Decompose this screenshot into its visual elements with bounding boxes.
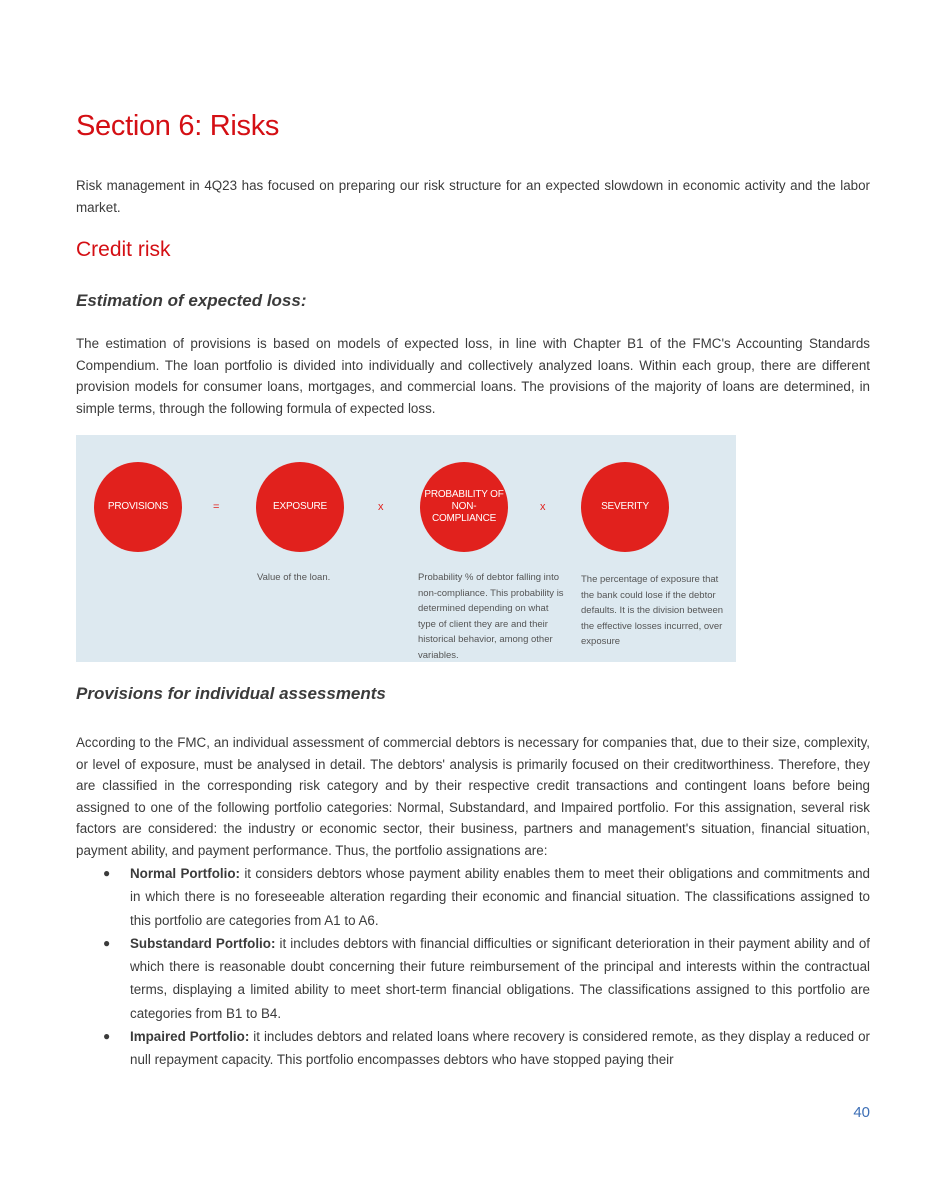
expected-loss-formula-diagram	[76, 435, 736, 662]
expected-loss-heading: Estimation of expected loss:	[76, 291, 307, 310]
provisions-circle: PROVISIONS	[94, 462, 182, 552]
multiply-operator: x	[540, 501, 546, 513]
equals-operator: =	[213, 501, 220, 513]
portfolio-text: it considers debtors whose payment ability enables them to meet their obligations and commitments and in which there is no foreseeable alteration regarding their economic and financial situation. The classifications assigned to this portfolio are categories from A1 to A6.	[130, 866, 870, 928]
list-item	[76, 932, 870, 1025]
individual-assessment-paragraph: According to the FMC, an individual assessment of commercial debtors is necessary for companies that, due to their size, complexity, or level of exposure, must be analysed in detail. The debtors' analysis is primarily focused on their creditworthiness. Therefore, they are classified in the corresponding risk category and by their respective credit transactions and contingent loans before being assigned to one of the following portfolio categories: Normal, Substandard, and Impaired portfolio. For this assignation, several risk factors are considered: the industry or economic sector, their business, partners and management's situation, financial situation, payment ability, and payment performance. Thus, the portfolio assignations are:	[76, 735, 870, 858]
exposure-circle: EXPOSURE	[256, 462, 344, 552]
section-title: Section 6: Risks	[76, 110, 280, 142]
probability-circle: PROBABILITY OF NON-COMPLIANCE	[420, 462, 508, 552]
portfolio-name: Substandard Portfolio:	[130, 935, 276, 951]
page-number: 40	[853, 1104, 870, 1121]
intro-paragraph: Risk management in 4Q23 has focused on preparing our risk structure for an expected slowdown in economic activity and the labor market.	[76, 178, 870, 215]
credit-risk-heading: Credit risk	[76, 238, 171, 261]
bullet-icon: ●	[103, 1029, 111, 1044]
severity-description: The percentage of exposure that the bank could lose if the debtor defaults. It is the division between the effective losses incurred, over exposure	[581, 574, 724, 647]
portfolio-name: Normal Portfolio:	[130, 866, 240, 881]
portfolio-list	[76, 862, 870, 1072]
severity-circle: SEVERITY	[581, 462, 669, 552]
list-item	[76, 1025, 870, 1072]
probability-description: Probability % of debtor falling into non-compliance. This probability is determined depending on what type of client they are and their historical behavior, among other variables.	[418, 572, 564, 661]
multiply-operator: x	[378, 501, 384, 513]
portfolio-name: Impaired Portfolio:	[130, 1029, 250, 1045]
expected-loss-paragraph: The estimation of provisions is based on models of expected loss, in line with Chapter B1 of the FMC's Accounting Standards Compendium. The loan portfolio is divided into individually and collectively analyzed loans. Within each group, there are different provision models for consumer loans, mortgages, and commercial loans. The provisions of the majority of loans are determined, in simple terms, through the following formula of expected loss.	[76, 336, 870, 416]
exposure-description: Value of the loan.	[257, 572, 331, 583]
bullet-icon: ●	[103, 866, 111, 880]
bullet-icon: ●	[103, 935, 111, 950]
portfolio-text: it includes debtors with financial difficulties or significant deterioration in their payment ability and of which there is reasonable doubt concerning their future reimbursement of the principal and interests within the contractual terms, displaying a limited ability to meet short-term financial obligations. The classifications assigned to this portfolio are categories from B1 to B4.	[130, 935, 870, 1021]
list-item	[76, 862, 870, 932]
portfolio-text: it includes debtors and related loans where recovery is considered remote, as they display a reduced or null repayment capacity. This portfolio encompasses debtors who have stopped paying their	[130, 1029, 870, 1068]
individual-assessment-heading: Provisions for individual assessments	[76, 684, 386, 703]
